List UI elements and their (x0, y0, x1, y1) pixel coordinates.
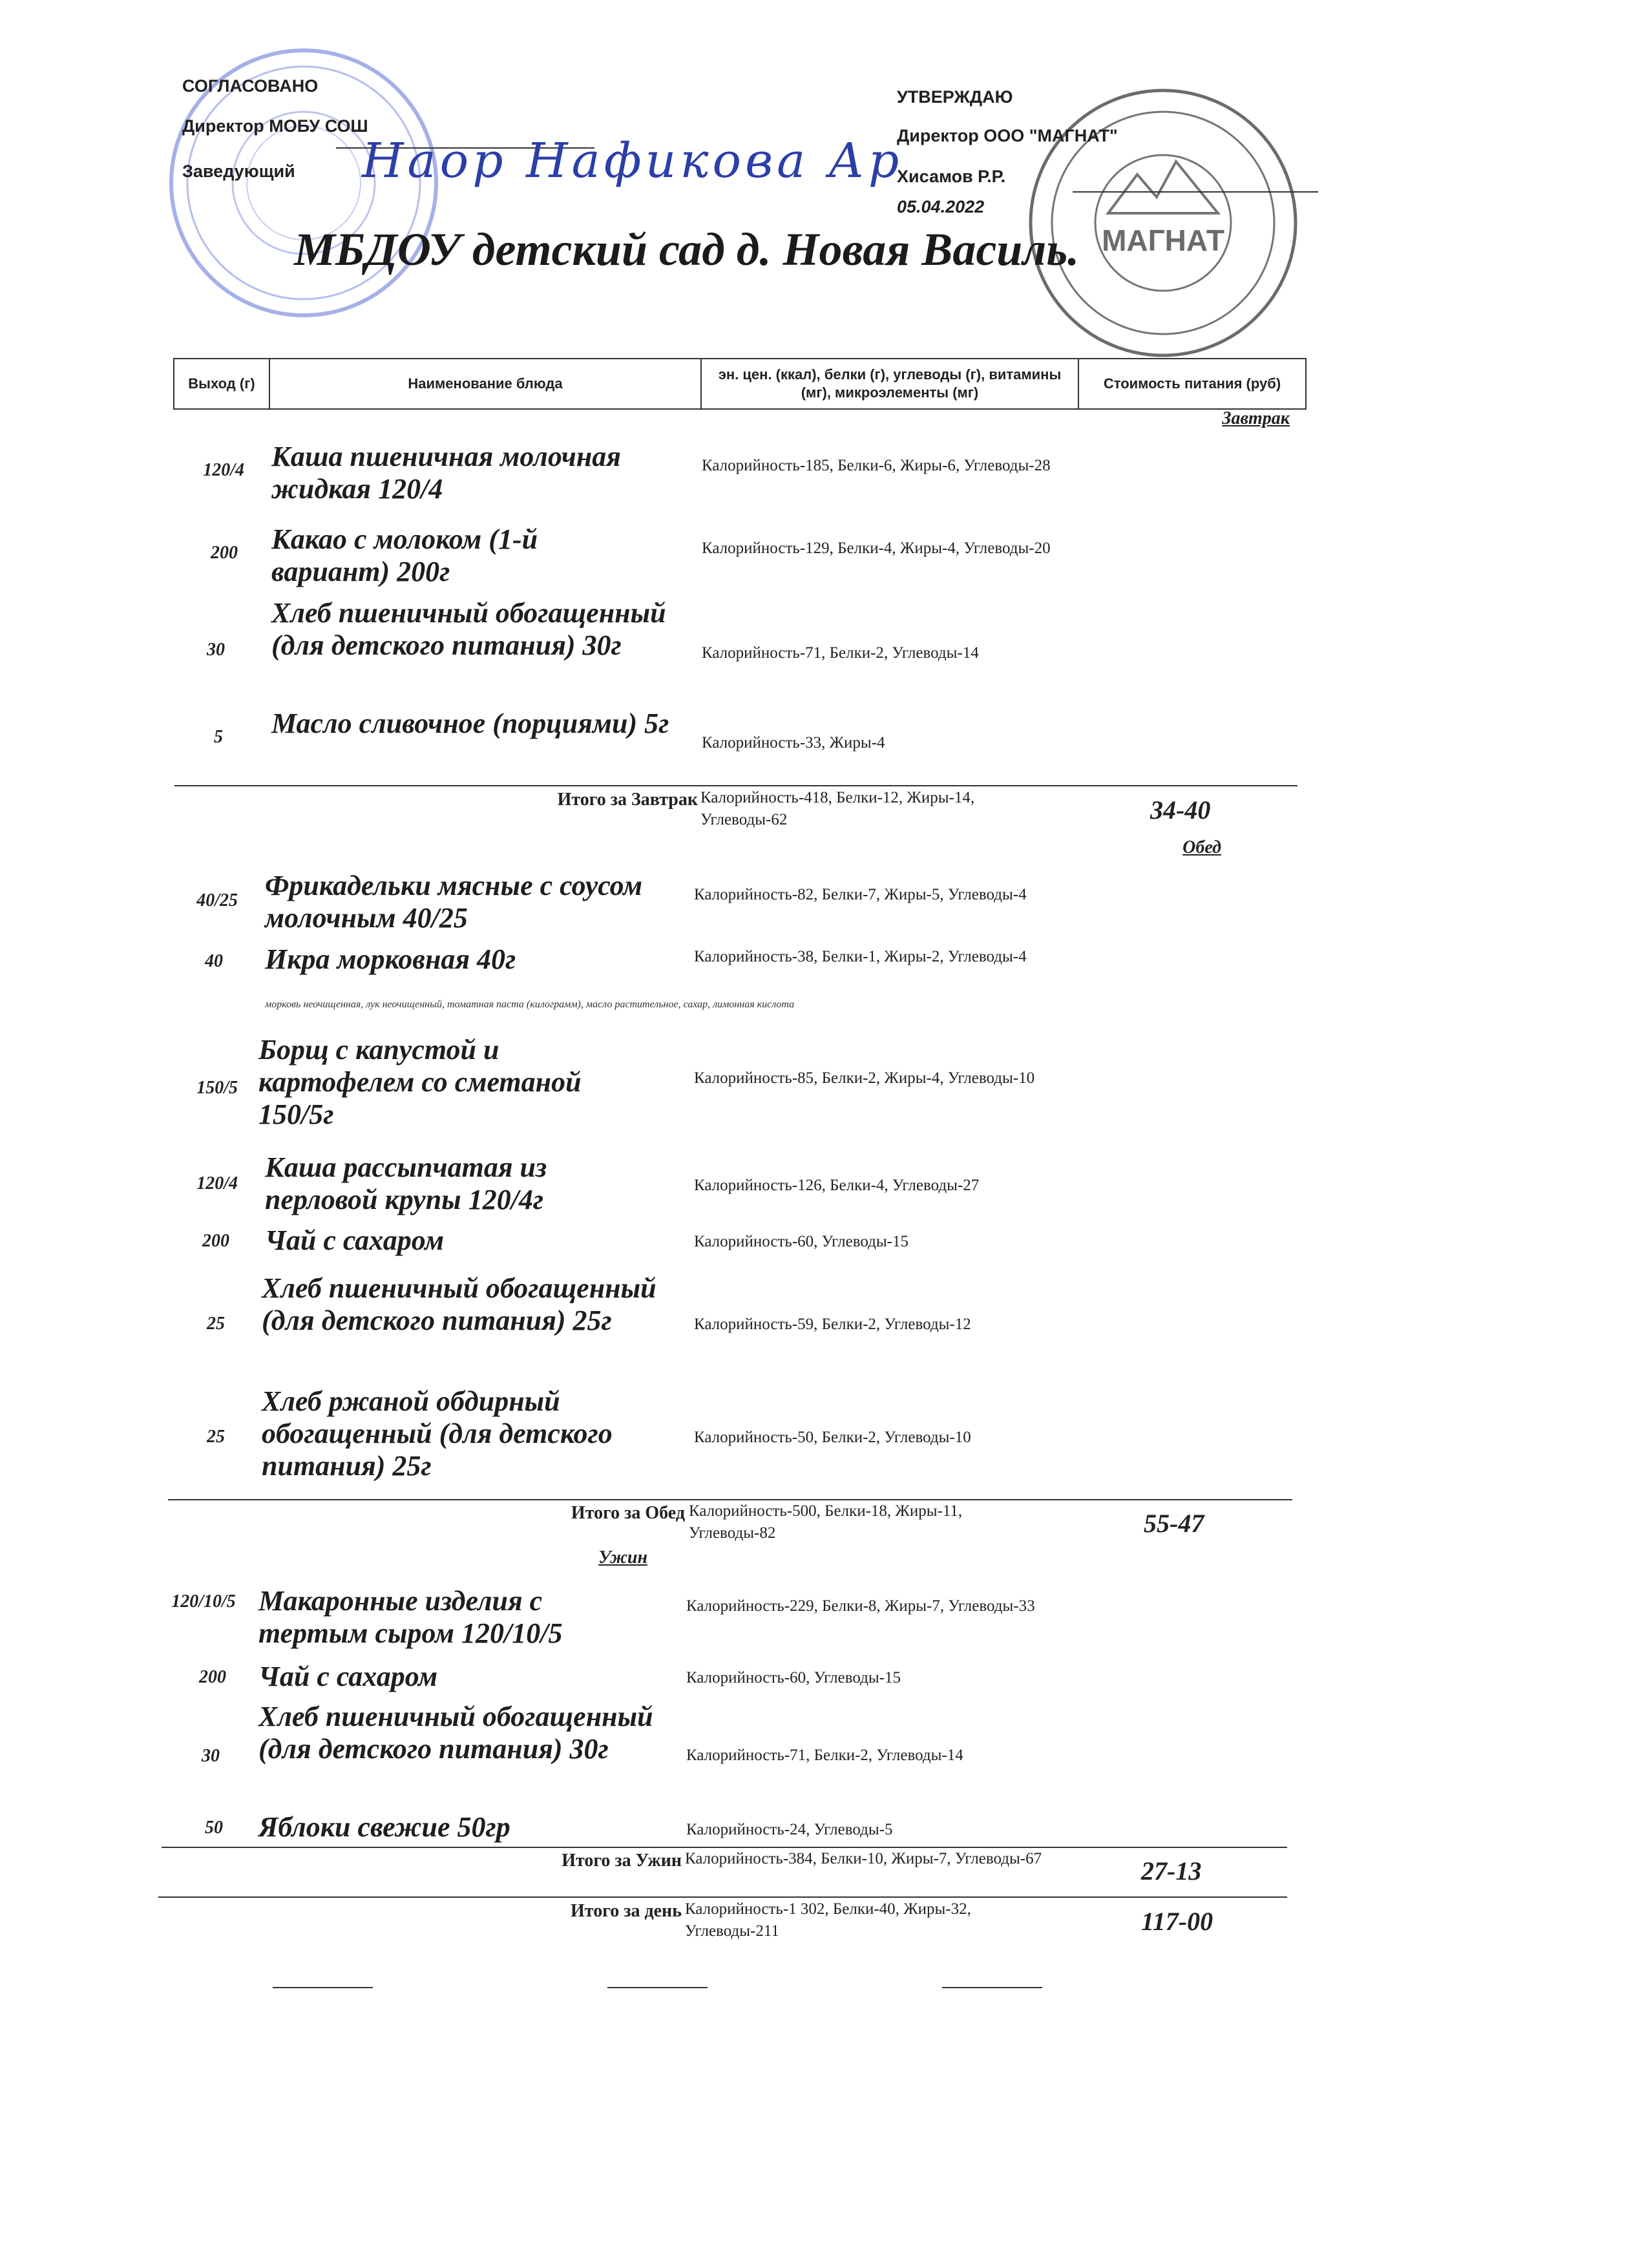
item-weight: 150/5 (196, 1078, 238, 1098)
item-nutrition: Калорийность-129, Белки-4, Жиры-4, Углеводы-20 (702, 540, 1051, 557)
item-name: Каша рассыпчатая из перловой крупы 120/4г (265, 1151, 547, 1215)
approval-left-line1: Директор МОБУ СОШ (182, 116, 368, 136)
item-ingredients-note: морковь неочищенная, лук неочищенный, томатная паста (килограмм), масло растительное, сахар, лимонная кислота (265, 999, 795, 1010)
total-cost: 55-47 (1144, 1509, 1204, 1538)
divider (174, 785, 1297, 786)
handwritten-signature: Наор Нафикова Ар (362, 133, 903, 189)
item-weight: 200 (199, 1667, 226, 1687)
section-title-lunch: Обед (1182, 837, 1221, 857)
item-weight: 200 (202, 1231, 229, 1251)
item-weight: 40/25 (196, 890, 238, 910)
divider (158, 1896, 1287, 1898)
bottom-signature-line-2 (607, 1987, 708, 1988)
item-nutrition: Калорийность-59, Белки-2, Углеводы-12 (694, 1316, 971, 1333)
day-total-cost: 117-00 (1141, 1907, 1213, 1936)
item-name: Макаронные изделия с тертым сыром 120/10/5 (258, 1585, 563, 1649)
item-nutrition: Калорийность-60, Углеводы-15 (694, 1233, 909, 1250)
bottom-signature-line-1 (273, 1987, 373, 1988)
item-name: Чай с сахаром (258, 1661, 438, 1692)
item-weight: 50 (205, 1818, 223, 1838)
item-name: Хлеб пшеничный обогащенный (для детского питания) 30г (258, 1701, 653, 1765)
item-name: Фрикадельки мясные с соусом молочным 40/25 (265, 870, 643, 934)
item-weight: 30 (202, 1746, 220, 1766)
bottom-signature-line-3 (942, 1987, 1042, 1988)
item-nutrition: Калорийность-60, Углеводы-15 (686, 1669, 901, 1686)
approval-right-date: 05.04.2022 (897, 197, 985, 216)
item-nutrition: Калорийность-38, Белки-1, Жиры-2, Углеводы-4 (694, 948, 1027, 965)
total-label: Итого за Ужин (562, 1851, 682, 1871)
item-nutrition: Калорийность-229, Белки-8, Жиры-7, Углеводы-33 (686, 1597, 1035, 1615)
approval-right-line1: Директор ООО "МАГНАТ" (897, 126, 1118, 145)
item-name: Борщ с капустой и картофелем со сметаной 150/5г (258, 1034, 582, 1130)
approval-left-title: СОГЛАСОВАНО (182, 76, 319, 96)
total-nutrition: Калорийность-500, Белки-18, Жиры-11, Углеводы-82 (689, 1502, 963, 1542)
item-weight: 120/4 (196, 1173, 238, 1193)
item-nutrition: Калорийность-24, Углеводы-5 (686, 1821, 893, 1838)
col-header-dish: Наименование блюда (269, 358, 702, 410)
item-weight: 120/10/5 (171, 1591, 236, 1612)
item-nutrition: Калорийность-50, Белки-2, Углеводы-10 (694, 1429, 971, 1446)
page-title: МБДОУ детский сад д. Новая Василь. (294, 224, 1080, 275)
total-nutrition: Калорийность-418, Белки-12, Жиры-14, Углеводы-62 (700, 789, 975, 828)
item-nutrition: Калорийность-71, Белки-2, Углеводы-14 (702, 644, 979, 662)
total-label: Итого за Завтрак (557, 790, 698, 810)
item-nutrition: Калорийность-85, Белки-2, Жиры-4, Углеводы-10 (694, 1069, 1035, 1087)
col-header-nutrition: эн. цен. (ккал), белки (г), углеводы (г), витамины (мг), микроэлементы (мг) (700, 358, 1079, 410)
item-weight: 40 (205, 951, 223, 971)
right-stamp-text: МАГНАТ (1102, 224, 1224, 257)
total-nutrition: Калорийность-384, Белки-10, Жиры-7, Углеводы-67 (685, 1850, 1042, 1867)
approval-left-line2: Заведующий (182, 162, 295, 181)
item-weight: 25 (207, 1427, 225, 1447)
item-nutrition: Калорийность-71, Белки-2, Углеводы-14 (686, 1747, 963, 1764)
item-nutrition: Калорийность-82, Белки-7, Жиры-5, Углеводы-4 (694, 886, 1027, 903)
item-weight: 200 (211, 543, 238, 563)
item-nutrition: Калорийность-126, Белки-4, Углеводы-27 (694, 1177, 980, 1194)
item-name: Хлеб пшеничный обогащенный (для детского питания) 30г (271, 597, 666, 661)
item-weight: 25 (207, 1314, 225, 1334)
item-weight: 30 (207, 640, 225, 660)
approval-right-name: Хисамов Р.Р. (897, 167, 1006, 186)
day-total-nutrition: Калорийность-1 302, Белки-40, Жиры-32, Углеводы-211 (685, 1900, 971, 1940)
col-header-cost: Стоимость питания (руб) (1078, 358, 1307, 410)
item-name: Хлеб пшеничный обогащенный (для детского питания) 25г (262, 1272, 656, 1336)
total-cost: 34-40 (1150, 795, 1211, 824)
item-weight: 120/4 (203, 460, 244, 480)
total-cost: 27-13 (1141, 1856, 1202, 1885)
item-name: Каша пшеничная молочная жидкая 120/4 (271, 441, 621, 505)
item-name: Какао с молоком (1-й вариант) 200г (271, 523, 538, 587)
item-nutrition: Калорийность-33, Жиры-4 (702, 734, 885, 751)
item-name: Хлеб ржаной обдирный обогащенный (для детского питания) 25г (262, 1385, 613, 1482)
day-total-label: Итого за день (571, 1901, 682, 1921)
right-signature-line (1073, 191, 1318, 193)
section-title-breakfast: Завтрак (1222, 408, 1290, 428)
item-weight: 5 (214, 727, 223, 747)
total-label: Итого за Обед (571, 1503, 685, 1523)
col-header-weight: Выход (г) (173, 358, 270, 410)
approval-right-title: УТВЕРЖДАЮ (897, 87, 1013, 107)
item-name: Масло сливочное (порциями) 5г (271, 708, 669, 739)
item-name: Чай с сахаром (265, 1224, 445, 1256)
item-name: Яблоки свежие 50гр (258, 1811, 510, 1843)
section-title-dinner: Ужин (598, 1548, 647, 1568)
item-name: Икра морковная 40г (265, 943, 516, 975)
item-nutrition: Калорийность-185, Белки-6, Жиры-6, Углеводы-28 (702, 457, 1051, 474)
